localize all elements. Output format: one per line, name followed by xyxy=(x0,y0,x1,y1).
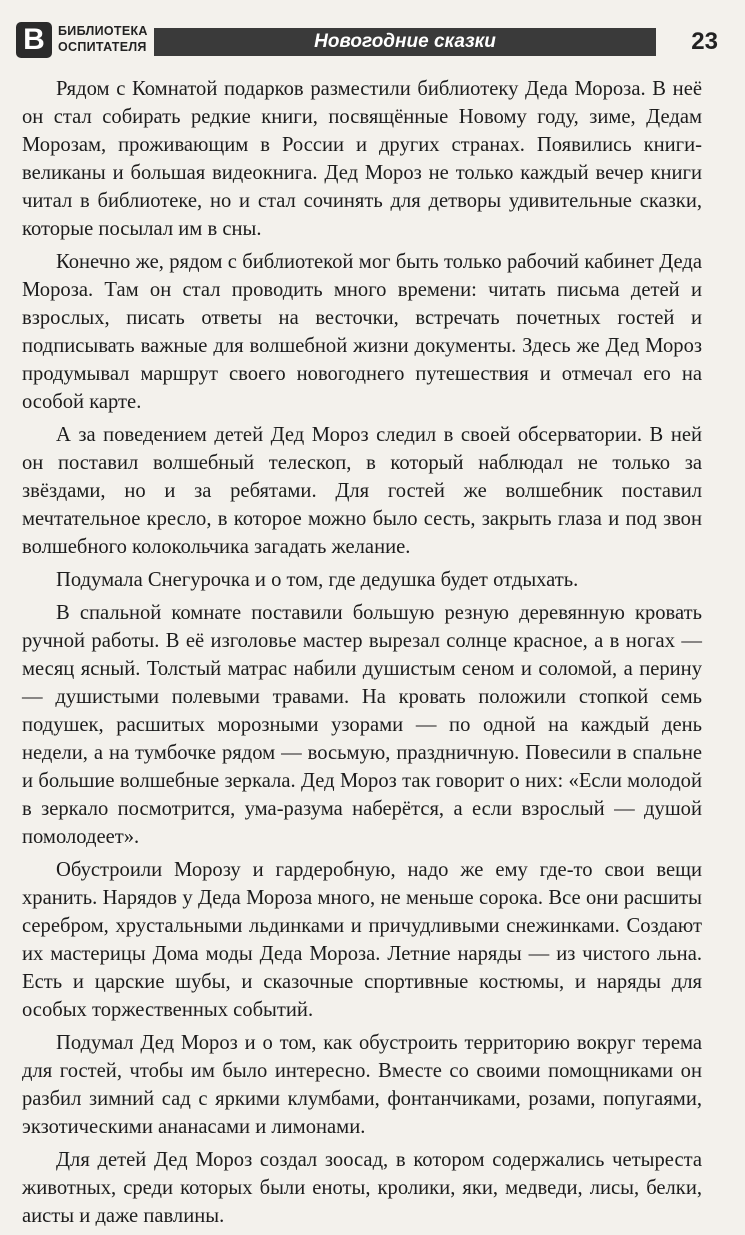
page-header xyxy=(14,16,728,66)
paragraph-1: Рядом с Комнатой подарков разместили библиотеку Деда Мороза. В неё он стал собирать редкие книги, посвящённые Новому году, зиме, Дедам Морозам, проживающим в России и других странах. Появились книги-великаны и большая видеокнига. Дед Мороз не только каждый вечер книги читал в библиотеке, но и стал сочинять для детворы удивительные сказки, которые посылал им в сны. xyxy=(22,78,702,240)
logo-line-2: ОСПИТАТЕЛЯ xyxy=(58,40,147,54)
paragraph-5: В спальной комнате поставили большую резную деревянную кровать ручной работы. В её изголовье мастер вырезал солнце красное, а в ногах — месяц ясный. Толстый матрас набили душистым сеном и соломой, а перину — душистыми полевыми травами. На кровать положили стопкой семь подушек, расшитых морозными узорами — по одной на каждый день недели, а на тумбочке рядом — восьмую, праздничную. Повесили в спальне и большие волшебные зеркала. Дед Мороз так говорит о них: «Если молодой в зеркало посмотрится, ума-разума наберётся, а если взрослый — душой помолодеет». xyxy=(22,602,702,848)
logo-text xyxy=(58,23,158,55)
body-text xyxy=(22,75,702,1235)
page-number: 23 xyxy=(691,28,718,55)
series-logo xyxy=(16,20,154,60)
logo-letter-badge: В xyxy=(16,22,52,58)
paragraph-3: А за поведением детей Дед Мороз следил в своей обсерватории. В ней он поставил волшебный телескоп, в который наблюдал не только за звёздами, но и за ребятами. Для гостей же волшебник поставил мечтательное кресло, в которое можно было сесть, закрыть глаза и под звон волшебного колокольчика загадать желание. xyxy=(22,424,702,558)
paragraph-8: Для детей Дед Мороз создал зоосад, в котором содержались четыреста животных, среди которых были еноты, кролики, яки, медведи, лисы, белки, аисты и даже павлины. xyxy=(22,1149,702,1227)
paragraph-7: Подумал Дед Мороз и о том, как обустроить территорию вокруг терема для гостей, чтобы им было интересно. Вместе со своими помощниками он разбил зимний сад с яркими клумбами, фонтанчиками, розами, попугаями, экзотическими ананасами и лимонами. xyxy=(22,1032,702,1138)
paragraph-2: Конечно же, рядом с библиотекой мог быть только рабочий кабинет Деда Мороза. Там он стал проводить много времени: читать письма детей и взрослых, писать ответы на весточки, встречать почетных гостей и подписывать важные для волшебной жизни документы. Здесь же Дед Мороз продумывал маршрут своего новогоднего путешествия и отмечал его на особой карте. xyxy=(22,251,702,413)
paragraph-6: Обустроили Морозу и гардеробную, надо же ему где-то свои вещи хранить. Нарядов у Деда Мороза много, не меньше сорока. Все они расшиты серебром, хрустальными льдинками и причудливыми снежинками. Создают их мастерицы Дома моды Деда Мороза. Летние наряды — из чистого льна. Есть и царские шубы, и сказочные спортивные костюмы, и наряды для особых торжественных событий. xyxy=(22,859,702,1021)
paragraph-4: Подумала Снегурочка и о том, где дедушка будет отдыхать. xyxy=(56,569,579,591)
section-title: Новогодние сказки xyxy=(154,28,656,56)
logo-line-1: БИБЛИОТЕКА xyxy=(58,24,148,38)
